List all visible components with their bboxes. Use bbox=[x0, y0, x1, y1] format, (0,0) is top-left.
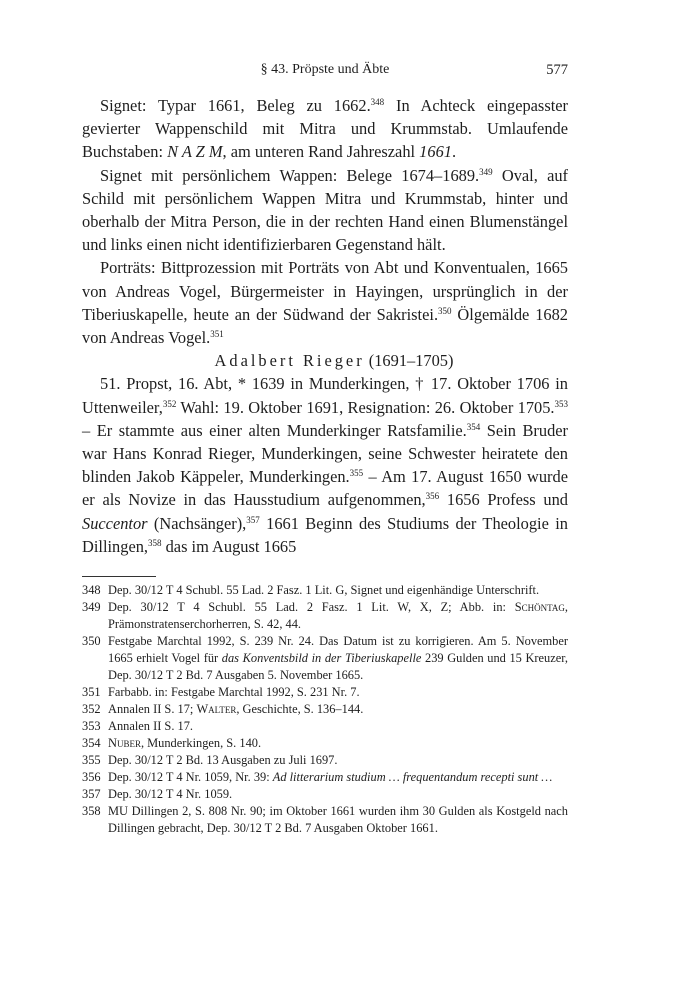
text-run: Dep. 30/12 T 4 Nr. 1059, Nr. 39: bbox=[108, 770, 273, 784]
footnote-349 bbox=[82, 599, 568, 633]
footnote-number: 352 bbox=[82, 702, 101, 716]
footnote-text: MU Dillingen 2, S. 808 Nr. 90; im Oktober 1661 wurden ihm 30 Gulden als Kostgeld nach Dillingen gebracht, Dep. 30/12 T 2 Bd. 7 Ausgaben Oktober 1661. bbox=[108, 804, 568, 835]
text-run: Annalen II S. 17; bbox=[108, 702, 197, 716]
text-run: Porträts: Bittprozession mit Porträts von Abt und Konventualen, 1665 von Andreas Vogel, Bürgermeister in Hayingen, ursprünglich in der Tiberiuskapelle, heute an der Südwand der Sakristei. bbox=[82, 258, 568, 324]
main-text bbox=[82, 94, 568, 558]
footnote-351 bbox=[82, 684, 568, 701]
paragraph-portraets bbox=[82, 256, 568, 349]
footnote-text: Dep. 30/12 T 2 Bd. 13 Ausgaben zu Juli 1697. bbox=[108, 753, 338, 767]
footnote-353 bbox=[82, 718, 568, 735]
footnote-text: Dep. 30/12 T 4 Nr. 1059. bbox=[108, 787, 233, 801]
running-header bbox=[82, 62, 568, 82]
author-name: Walter bbox=[196, 702, 237, 716]
italic-run: Ad litterarium studium … frequentandum recepti sunt … bbox=[272, 770, 553, 784]
footnote-350 bbox=[82, 633, 568, 684]
text-run: . bbox=[451, 142, 457, 162]
footnote-number: 351 bbox=[82, 685, 101, 699]
footnote-number: 350 bbox=[82, 634, 101, 648]
footnote-352 bbox=[82, 701, 568, 718]
text-run: Wahl: 19. Oktober 1691, Resignation: 26. Oktober 1705. bbox=[176, 397, 555, 417]
footnote-text bbox=[108, 599, 568, 633]
footnote-number: 353 bbox=[82, 719, 101, 733]
footnote-text: Annalen II S. 17. bbox=[108, 719, 193, 733]
footnote-number: 348 bbox=[82, 583, 101, 597]
text-run: – Am 17. August 1650 wurde er als Novize in das Hausstudium aufgenommen, bbox=[82, 467, 568, 510]
text-run: das im August 1665 bbox=[161, 536, 297, 556]
footnote-ref[interactable]: 350 bbox=[438, 305, 452, 316]
footnote-text bbox=[108, 735, 568, 752]
text-run: Sein Bruder war Hans Konrad Rieger, Munderkingen, seine Schwester heiratete den blinden Jakob Käppeler, Munderkingen. bbox=[82, 420, 568, 487]
text-run: – Er stammte aus einer alten Munderkinger Ratsfamilie. bbox=[82, 420, 467, 440]
text-run: Dep. 30/12 T 4 Schubl. 55 Lad. 2 Fasz. 1 Lit. W, X, Z; Abb. in: bbox=[108, 600, 515, 614]
footnote-number: 355 bbox=[82, 753, 101, 767]
text-run: Festgabe Marchtal 1992, S. 239 Nr. 24. Das Datum ist zu korrigieren. Am 5. November 1665 erhielt Vogel für bbox=[108, 634, 568, 665]
footnote-ref[interactable]: 354 bbox=[466, 421, 481, 432]
footnote-text bbox=[108, 633, 568, 684]
footnote-number: 357 bbox=[82, 787, 101, 801]
footnote-number: 356 bbox=[82, 770, 101, 784]
author-name: Nuber bbox=[108, 736, 141, 750]
footnote-ref[interactable]: 351 bbox=[210, 329, 224, 340]
italic-run: N A Z M bbox=[167, 142, 223, 162]
footnote-text: Dep. 30/12 T 4 Schubl. 55 Lad. 2 Fasz. 1 Lit. G, Signet und eigenhändige Unterschrift. bbox=[108, 583, 540, 597]
text-run: Signet: Typar 1661, Beleg zu 1662. bbox=[100, 96, 371, 115]
paragraph-signet bbox=[82, 94, 568, 164]
footnote-357 bbox=[82, 786, 568, 803]
footnote-ref[interactable]: 353 bbox=[554, 398, 568, 409]
heading-name: Adalbert Rieger bbox=[214, 351, 365, 371]
italic-run: 1661 bbox=[419, 142, 452, 162]
footnote-number: 354 bbox=[82, 736, 101, 750]
paragraph-biography bbox=[82, 372, 568, 558]
footnotes bbox=[82, 582, 568, 837]
text-run: (Nachsänger), bbox=[147, 513, 247, 533]
footnote-ref[interactable]: 348 bbox=[370, 97, 385, 107]
footnote-ref[interactable]: 356 bbox=[425, 491, 440, 502]
footnote-ref[interactable]: 349 bbox=[479, 166, 493, 177]
footnote-text bbox=[108, 769, 568, 786]
text-run: 1656 Profess und bbox=[439, 490, 568, 510]
footnote-ref[interactable]: 352 bbox=[162, 398, 177, 409]
text-run: Ölgemälde 1682 von Andreas Vogel. bbox=[82, 304, 568, 348]
text-run: 51. Propst, 16. Abt, * 1639 in Munderkingen, † 17. Oktober 1706 in Uttenweiler, bbox=[82, 374, 568, 417]
text-run: Oval, auf Schild mit persönlichem Wappen Mitra und Krummstab, hinter und oberhalb der Mitra Person, die in der rechten Hand einen Blumenstängel und links einen nicht identifizierbaren Gegenstand hält. bbox=[82, 165, 568, 255]
page-number: 577 bbox=[546, 62, 568, 78]
footnote-ref[interactable]: 358 bbox=[148, 537, 162, 548]
footnote-number: 349 bbox=[82, 600, 101, 614]
text-run: In Achteck eingepasster gevierter Wappenschild mit Mitra und Krummstab. Umlaufende Buchstaben: bbox=[82, 96, 568, 162]
footnote-number: 358 bbox=[82, 804, 101, 818]
footnote-text: Farbabb. in: Festgabe Marchtal 1992, S. 231 Nr. 7. bbox=[108, 685, 360, 699]
footnote-348 bbox=[82, 582, 568, 599]
text-run: , Munderkingen, S. 140. bbox=[140, 736, 262, 750]
text-run: , Geschichte, S. 136–144. bbox=[236, 702, 364, 716]
footnote-ref[interactable]: 355 bbox=[349, 468, 364, 479]
text-run: , am unteren Rand Jahreszahl bbox=[222, 142, 420, 162]
text-run: , Prämonstratenserchorherren, S. 42, 44. bbox=[108, 600, 568, 631]
text-run: 239 Gulden und 15 Kreuzer, Dep. 30/12 T 2 Bd. 7 Ausgaben 5. November 1665. bbox=[108, 651, 568, 682]
italic-run: Succentor bbox=[82, 513, 148, 533]
footnote-354 bbox=[82, 735, 568, 752]
heading-dates: (1691–1705) bbox=[368, 351, 454, 371]
footnote-356 bbox=[82, 769, 568, 786]
paragraph-signet-wappen bbox=[82, 164, 568, 257]
italic-run: das Konventsbild in der Tiberiuskapelle bbox=[221, 651, 422, 665]
footnote-text bbox=[108, 701, 568, 718]
author-name: Schöntag bbox=[514, 600, 565, 614]
footnote-358 bbox=[82, 803, 568, 837]
text-run: 1661 Beginn des Studiums der Theologie in Dillingen, bbox=[82, 513, 568, 556]
text-run: Signet mit persönlichem Wappen: Belege 1674–1689. bbox=[100, 165, 480, 185]
footnote-divider bbox=[82, 576, 156, 577]
header-title: § 43. Pröpste und Äbte bbox=[260, 62, 390, 77]
footnote-ref[interactable]: 357 bbox=[246, 514, 260, 525]
section-heading bbox=[82, 349, 568, 372]
footnote-355 bbox=[82, 752, 568, 769]
